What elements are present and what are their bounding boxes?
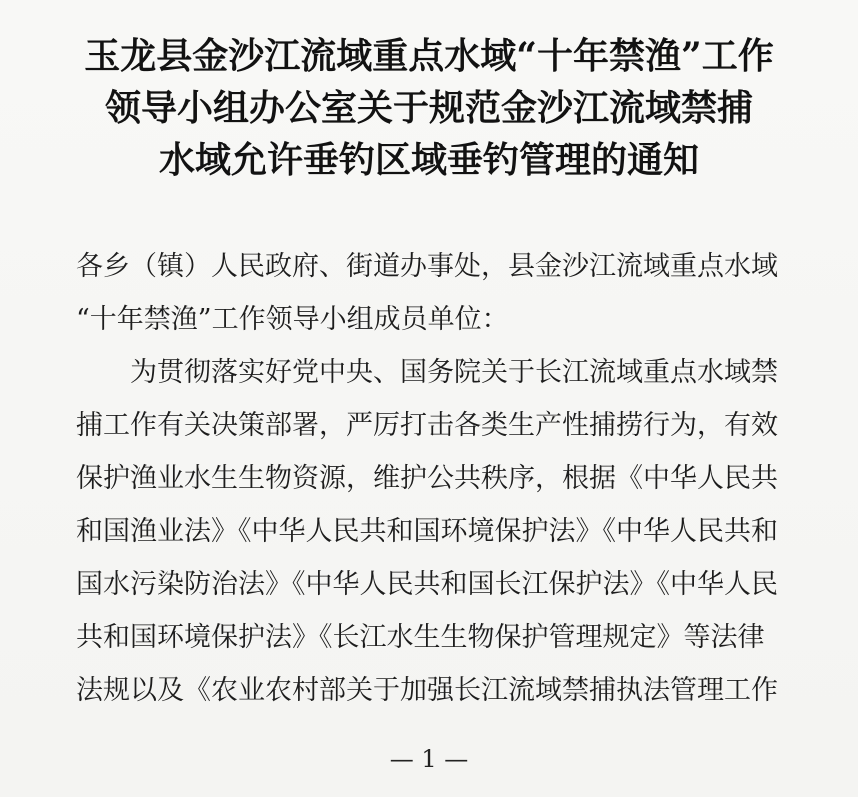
title-line-2: 领导小组办公室关于规范金沙江流域禁捕: [104, 87, 753, 129]
salutation-line-2: “十年禁渔”工作领导小组成员单位：: [76, 304, 509, 335]
salutation-line-1: 各乡（镇）人民政府、街道办事处，县金沙江流域重点水域: [76, 251, 778, 282]
paragraph-line-5: 国水污染防治法》《中华人民共和国长江保护法》《中华人民: [76, 569, 778, 600]
document-title: [0, 30, 858, 186]
title-line-3: 水域允许垂钓区域垂钓管理的通知: [158, 139, 699, 181]
paragraph-line-3: 保护渔业水生生物资源，维护公共秩序，根据《中华人民共: [76, 463, 778, 494]
paragraph-line-1: 为贯彻落实好党中央、国务院关于长江流域重点水域禁: [130, 357, 778, 388]
page-number: — 1 —: [389, 745, 469, 773]
paragraph-line-4: 和国渔业法》《中华人民共和国环境保护法》《中华人民共和: [76, 516, 778, 547]
document-body: [76, 240, 836, 717]
paragraph-line-7: 法规以及《农业农村部关于加强长江流域禁捕执法管理工作: [76, 675, 778, 706]
title-line-1: 玉龙县金沙江流域重点水域“十年禁渔”工作: [84, 35, 774, 77]
paragraph-line-6: 共和国环境保护法》《长江水生生物保护管理规定》等法律: [76, 622, 765, 653]
paragraph-line-2: 捕工作有关决策部署，严厉打击各类生产性捕捞行为，有效: [76, 410, 778, 441]
